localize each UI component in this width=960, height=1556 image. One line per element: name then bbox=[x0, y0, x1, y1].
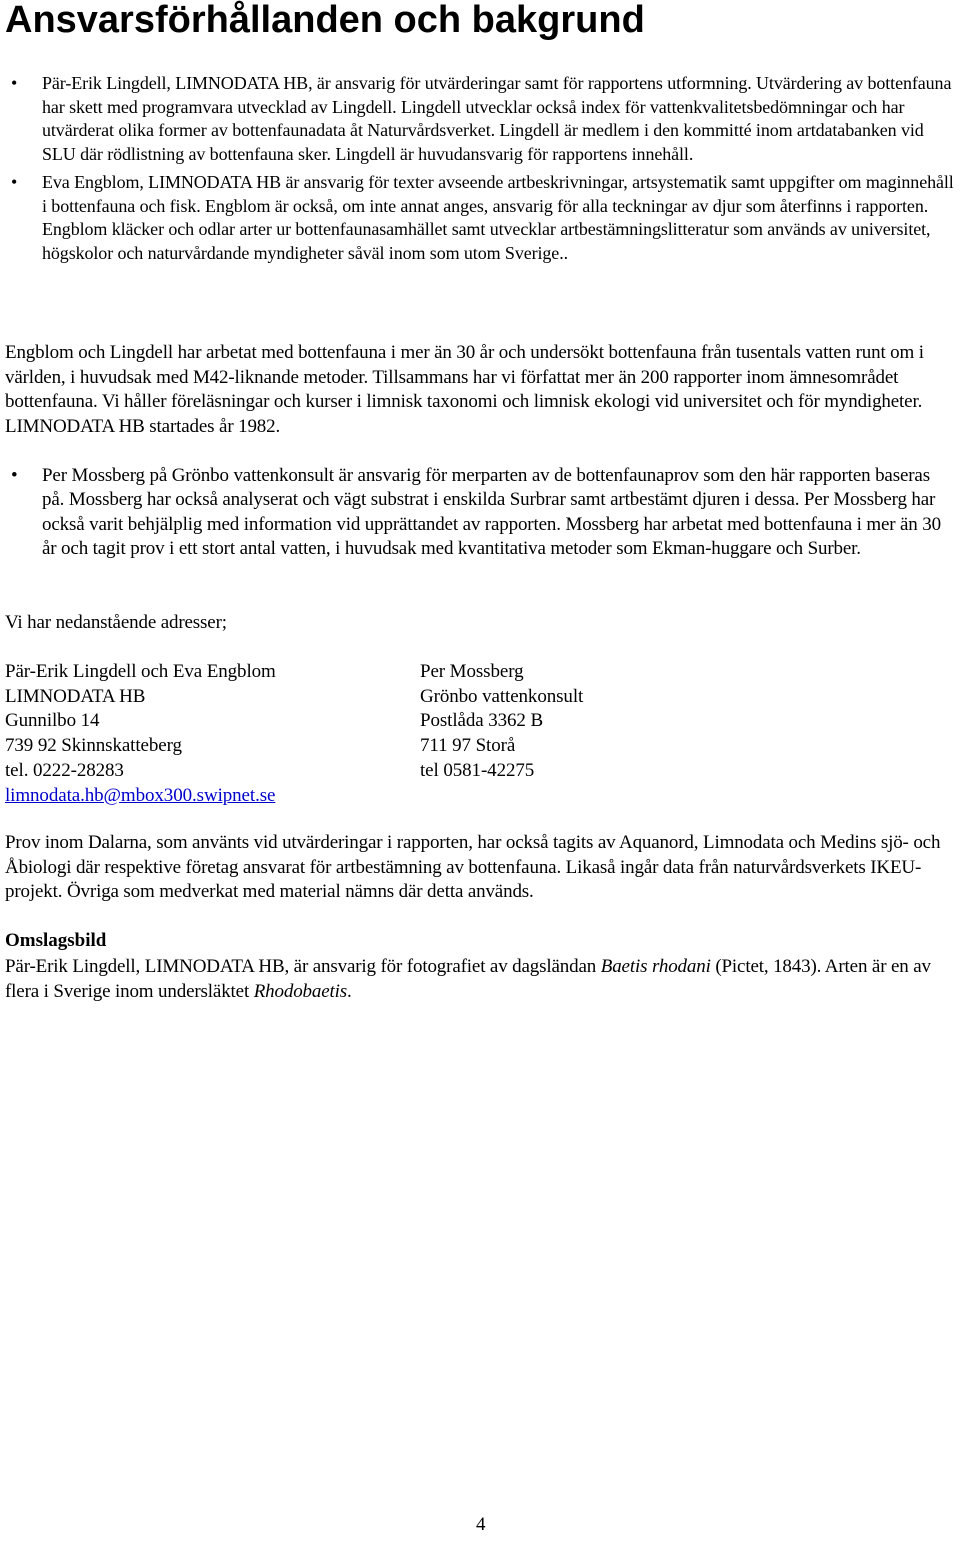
address-block-limnodata bbox=[5, 660, 276, 808]
address-phone: tel. 0222-28283 bbox=[5, 759, 124, 781]
list-item-engblom bbox=[0, 171, 955, 266]
address-name: Per Mossberg bbox=[420, 661, 524, 682]
cover-text-part: . bbox=[347, 980, 352, 1002]
page-heading: Ansvarsförhållanden och bakgrund bbox=[5, 0, 645, 41]
address-street: Postlåda 3362 B bbox=[420, 710, 544, 732]
list-item-text: Pär-Erik Lingdell, LIMNODATA HB, är ansvarig för utvärderingar samt för rapportens utformning. Utvärdering av bottenfauna har skett med programvara utvecklad av Lingdell. Lingdell utvecklar också index för vattenkvalitetsbedömningar och har utvärderat olika former av bottenfaunadata åt Naturvårdsverket. Lingdell är medlem i den kommitté inom artdatabanken vid SLU där rödlistning av bottenfauna sker. Lingdell är huvudansvarig för rapportens innehåll. bbox=[42, 73, 952, 165]
bullet-icon: • bbox=[11, 73, 18, 93]
address-company: LIMNODATA HB bbox=[5, 685, 146, 707]
addresses-intro: Vi har nedanstående adresser; bbox=[5, 612, 227, 633]
cover-paragraph bbox=[5, 955, 955, 1004]
cover-heading: Omslagsbild bbox=[5, 930, 107, 951]
address-city: 739 92 Skinnskatteberg bbox=[5, 735, 182, 757]
cover-text-part: Pär-Erik Lingdell, LIMNODATA HB, är ansvarig för fotografiet av dagsländan bbox=[5, 956, 601, 977]
address-name: Pär-Erik Lingdell och Eva Engblom bbox=[5, 661, 276, 682]
page-number: 4 bbox=[476, 1514, 486, 1535]
list-item-text: Per Mossberg på Grönbo vattenkonsult är ansvarig för merparten av de bottenfaunaprov som den här rapporten baseras på. Mossberg har också analyserat och vägt substrat i enskilda Surbrar samt artbestämt djuren i dessa. Per Mossberg har också varit behjälplig med information vid upprättandet av rapporten. Mossberg har arbetat med bottenfauna i mer än 30 år och tagit prov i ett stort antal vatten, i huvudsak med kvantitativa metoder som Ekman-huggare och Surber. bbox=[42, 465, 941, 560]
bullet-icon: • bbox=[11, 465, 18, 486]
address-company: Grönbo vattenkonsult bbox=[420, 685, 584, 707]
species-name: Baetis rhodani bbox=[600, 956, 711, 977]
list-item-text: Eva Engblom, LIMNODATA HB är ansvarig för texter avseende artbeskrivningar, artsystematik samt uppgifter om maginnehåll i bottenfauna och fisk. Engblom är också, om inte annat anges, ansvarig för alla teckningar av djur som återfinns i rapporten. Engblom kläcker och odlar arter ur bottenfaunasamhället samt utvecklar artbestämningslitteratur som används av universitet, högskolor och naturvårdande myndigheter såväl inom som utom Sverige.. bbox=[42, 171, 954, 263]
mossberg-list bbox=[0, 464, 955, 562]
experience-paragraph: Engblom och Lingdell har arbetat med bottenfauna i mer än 30 år och undersökt bottenfauna från tusentals vatten runt om i världen, i huvudsak med M42-liknande metoder. Tillsammans har vi författat mer än 200 rapporter inom ämnesområdet bottenfauna. Vi håller föreläsningar och kurser i limnisk taxonomi och limnisk ekologi vid universitet och för myndigheter. LIMNODATA HB startades år 1982. bbox=[5, 342, 924, 437]
bullet-icon: • bbox=[11, 171, 18, 192]
email-link[interactable]: limnodata.hb@mbox300.swipnet.se bbox=[5, 784, 276, 806]
address-phone: tel 0581-42275 bbox=[420, 759, 535, 781]
cover-text-part: (Pictet, 1843). Arten är en av flera i Sverige inom undersläktet bbox=[5, 956, 931, 1002]
list-item-mossberg bbox=[0, 464, 955, 562]
address-city: 711 97 Storå bbox=[420, 735, 516, 757]
dalarna-paragraph: Prov inom Dalarna, som använts vid utvärderingar i rapporten, har också tagits av Aquanord, Limnodata och Medins sjö- och Åbiologi där respektive företag ansvarat för artbestämning av bottenfauna. Likaså ingår data från naturvårdsverkets IKEU-projekt. Övriga som medverkat med material nämns där detta används. bbox=[5, 832, 941, 902]
subgenus-name: Rhodobaetis bbox=[253, 980, 348, 1002]
address-street: Gunnilbo 14 bbox=[5, 710, 100, 732]
address-block-gronbo bbox=[420, 660, 583, 784]
responsibility-list bbox=[0, 72, 955, 266]
list-item-lingdell bbox=[0, 72, 955, 167]
